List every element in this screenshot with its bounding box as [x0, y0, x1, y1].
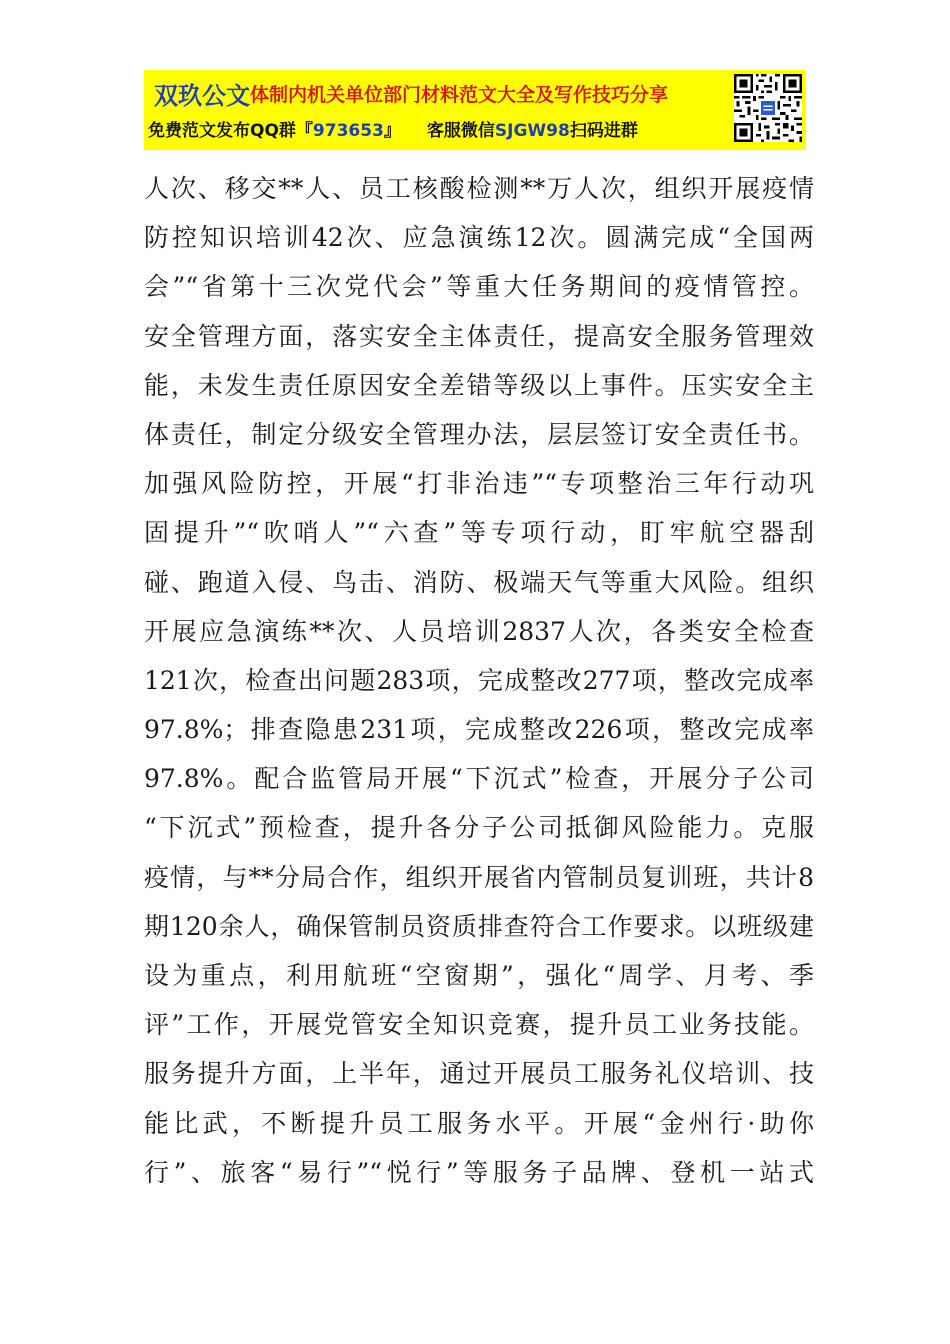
wechat-suffix: 扫码进群: [569, 121, 638, 141]
text-line: 服务提升方面，上半年，通过开展员工服务礼仪培训、技: [144, 1059, 814, 1089]
text-line: 期120余人，确保管制员资质排查符合工作要求。以班级建: [144, 911, 814, 941]
brand-name: 双玖公文: [154, 82, 250, 110]
text-line: “下沉式”预检查，提升各分子公司抵御风险能力。克服: [144, 813, 814, 843]
text-line: 碰、跑道入侵、鸟击、消防、极端天气等重大风险。组织: [144, 567, 814, 597]
text-line: 开展应急演练**次、人员培训2837人次，各类安全检查: [144, 616, 814, 646]
qr-code-icon[interactable]: [734, 74, 802, 142]
text-line: 固提升”“吹哨人”“六查”等专项行动，盯牢航空器刮: [144, 518, 814, 548]
text-line: 评”工作，开展党管安全知识竞赛，提升员工业务技能。: [144, 1010, 814, 1040]
text-line: 行”、旅客“易行”“悦行”等服务子品牌、登机一站式: [144, 1157, 814, 1187]
banner-title-row: [154, 76, 668, 110]
text-line: 设为重点，利用航班“空窗期”，强化“周学、月考、季: [144, 961, 814, 990]
text-line: 人次、移交**人、员工核酸检测**万人次，组织开展疫情: [144, 174, 814, 203]
text-line: 能，未发生责任原因安全差错等级以上事件。压实安全主: [144, 370, 814, 400]
text-line: 会”“省第十三次党代会”等重大任务期间的疫情管控。: [144, 272, 814, 302]
qq-group-suffix: 』: [383, 121, 401, 141]
text-line: 能比武，不断提升员工服务水平。开展“金州行·助你: [144, 1108, 814, 1138]
text-line: 加强风险防控，开展“打非治违”“专项整治三年行动巩: [144, 469, 814, 499]
qq-group-prefix: 免费范文发布QQ群『: [148, 121, 313, 141]
document-body: [144, 164, 814, 1197]
text-line: 安全管理方面，落实安全主体责任，提高安全服务管理效: [144, 321, 814, 351]
text-line: 防控知识培训42次、应急演练12次。圆满完成“全国两: [144, 223, 814, 253]
banner-contact-row: [148, 116, 638, 144]
text-line: 疫情，与**分局合作，组织开展省内管制员复训班，共计8: [144, 862, 814, 892]
text-line: 97.8%；排查隐患231项，完成整改226项，整改完成率: [144, 715, 814, 745]
text-line: 121次，检查出问题283项，完成整改277项，整改完成率: [144, 665, 814, 695]
header-banner: [144, 70, 806, 150]
qq-group-number: 973653: [312, 121, 384, 141]
wechat-id: SJGW98: [494, 121, 570, 141]
text-line: 体责任，制定分级安全管理办法，层层签订安全责任书。: [144, 419, 814, 449]
banner-tagline: 体制内机关单位部门材料范文大全及写作技巧分享: [250, 84, 669, 106]
text-line: 97.8%。配合监管局开展“下沉式”检查，开展分子公司: [144, 764, 814, 794]
wechat-prefix: 客服微信: [426, 121, 495, 141]
